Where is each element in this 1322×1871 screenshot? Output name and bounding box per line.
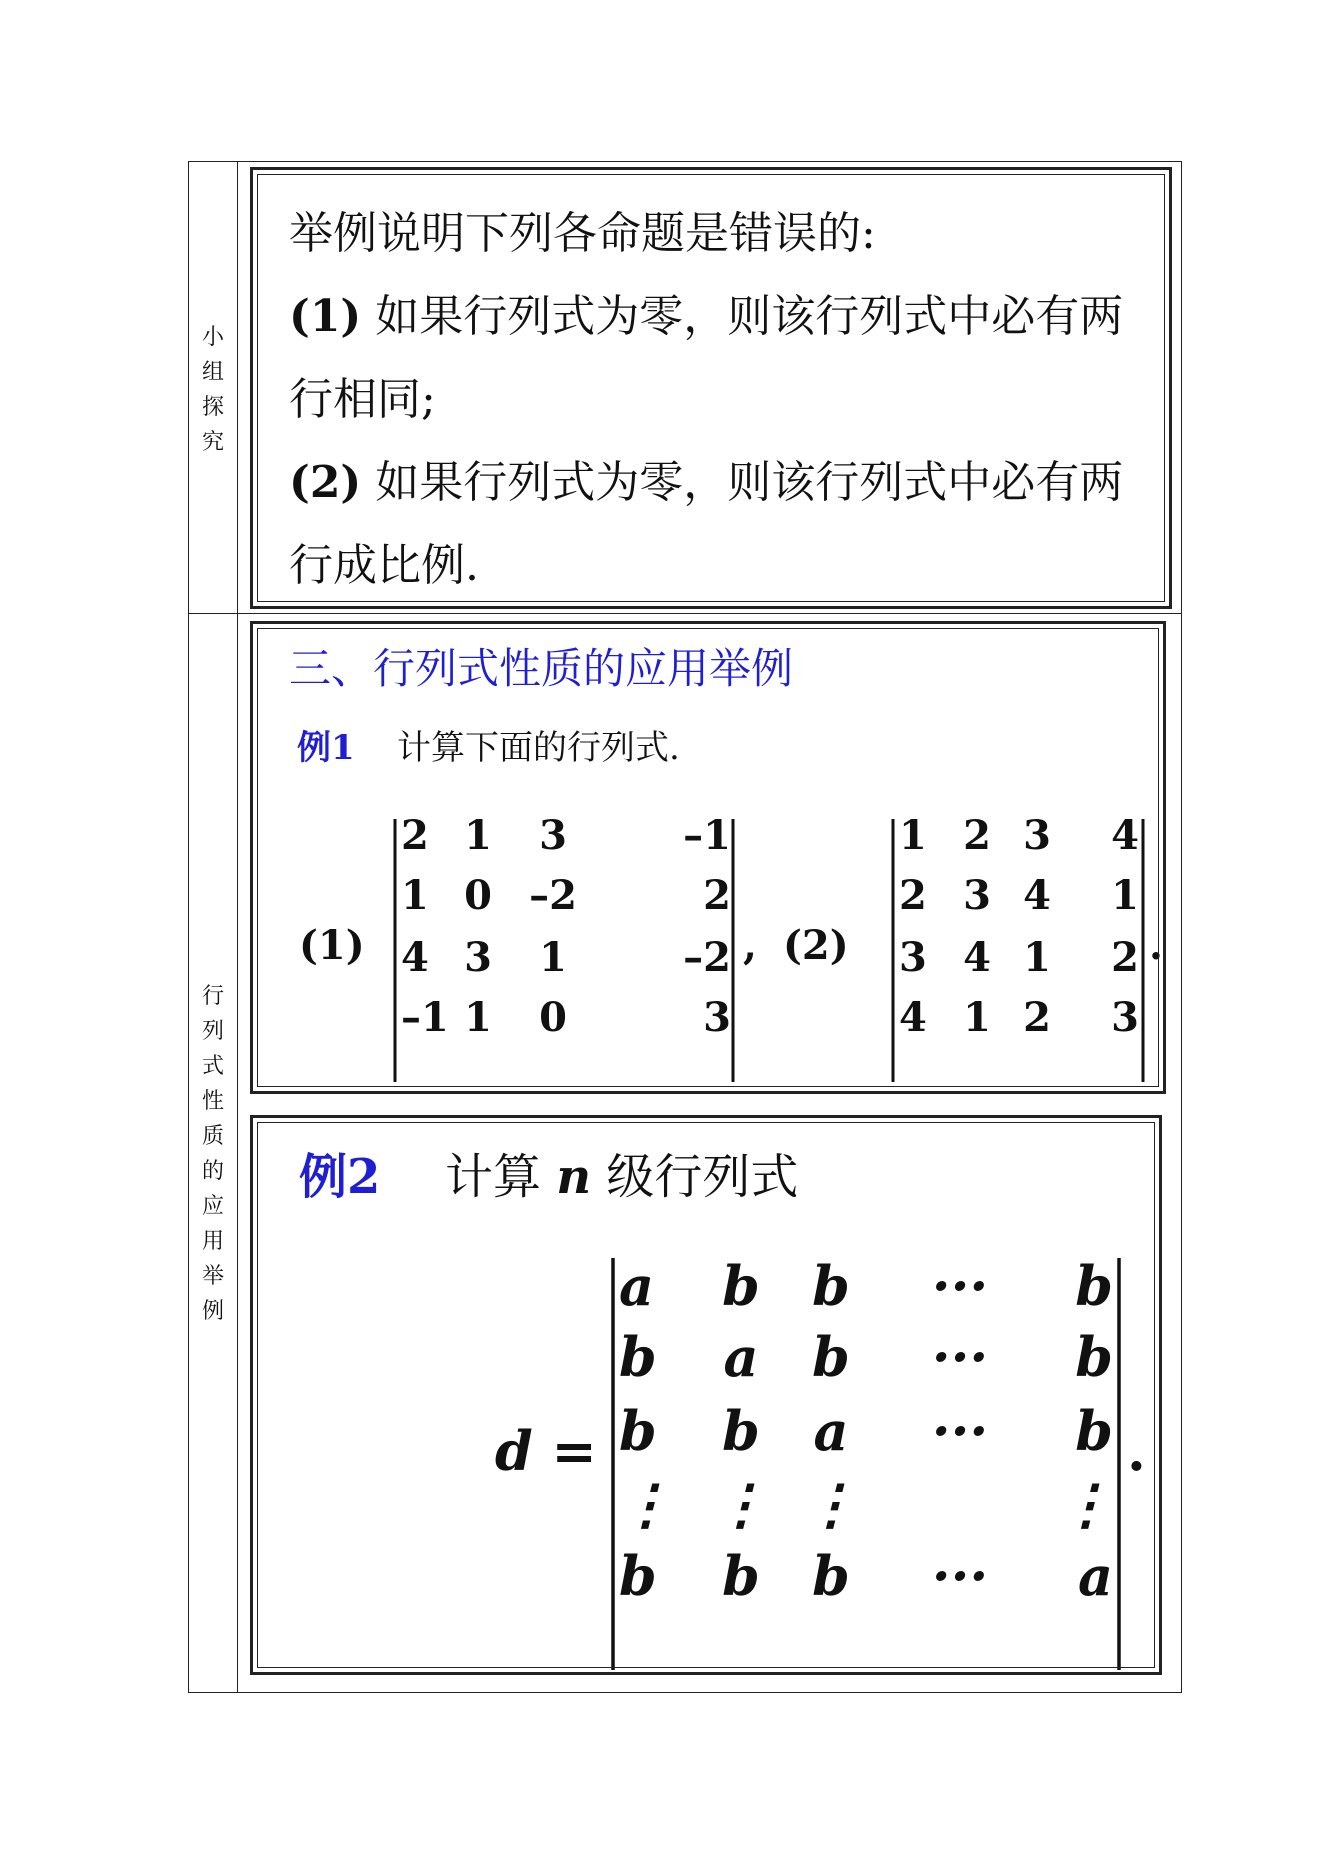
matrix-3-cell: a	[813, 1399, 849, 1463]
matrix-3-cell: b	[722, 1544, 760, 1608]
example2-determinant	[253, 1118, 1165, 1678]
matrix-3-cell: b	[1075, 1254, 1113, 1318]
matrix-3-cell: ···	[931, 1544, 989, 1608]
inquiry-panel	[250, 167, 1172, 609]
side-char: 质	[201, 1124, 224, 1149]
matrix-3-cell: a	[619, 1254, 654, 1318]
matrix-3-cell: b	[619, 1544, 657, 1608]
matrix-1-cell: 1	[464, 994, 492, 1041]
matrix-3-cell: a	[1078, 1544, 1113, 1608]
matrix-1	[401, 812, 731, 1041]
label-1: (1)	[299, 922, 365, 969]
example2-panel	[250, 1115, 1162, 1675]
matrix-2-cell: 3	[899, 934, 927, 981]
matrix-1-cell: –2	[683, 934, 731, 981]
side-char: 列	[201, 1019, 224, 1044]
inquiry-item-1-cont: 行相同;	[289, 374, 436, 425]
side-char: 式	[201, 1054, 224, 1079]
matrix-3-cell: ···	[931, 1399, 989, 1463]
period: .	[1149, 922, 1163, 969]
matrix-2-cell: 2	[899, 872, 927, 919]
matrix-3	[619, 1254, 1113, 1608]
matrix-2-cell: 4	[963, 934, 991, 981]
matrix-3-cell: ⋮	[1059, 1472, 1113, 1536]
matrix-3-cell: b	[722, 1254, 760, 1318]
period: .	[1127, 1419, 1146, 1483]
row-divider	[189, 613, 1181, 614]
matrix-2-cell: 4	[1023, 872, 1051, 919]
matrix-1-cell: –2	[529, 872, 577, 919]
matrix-2-cell: 4	[1111, 812, 1139, 859]
matrix-1-cell: –1	[401, 994, 449, 1041]
example-text-a: 计算	[445, 1149, 557, 1205]
matrix-1-cell: 1	[401, 872, 429, 919]
example-label: 例2	[299, 1149, 381, 1205]
matrix-2-cell: 1	[1111, 872, 1139, 919]
matrix-3-cell: b	[619, 1399, 657, 1463]
matrix-2-cell: 1	[963, 994, 991, 1041]
matrix-3-cell: b	[812, 1254, 850, 1318]
matrix-1-cell: –1	[683, 812, 731, 859]
matrix-1-cell: 3	[703, 994, 731, 1041]
matrix-2-cell: 4	[899, 994, 927, 1041]
matrix-2-cell: 1	[1023, 934, 1051, 981]
matrix-3-cell: b	[812, 1544, 850, 1608]
section-heading: 三、行列式性质的应用举例	[289, 644, 794, 693]
example-variable: n	[556, 1149, 592, 1205]
example1-determinants	[253, 624, 1169, 1097]
matrix-2-cell: 3	[963, 872, 991, 919]
item-number: (2)	[289, 457, 362, 508]
side-char: 用	[201, 1229, 224, 1254]
inquiry-intro: 举例说明下列各命题是错误的:	[289, 208, 876, 259]
item-text: 如果行列式为零，则该行列式中必有两	[361, 291, 1124, 342]
item-number: (1)	[289, 291, 362, 342]
side-char: 例	[201, 1299, 224, 1324]
matrix-2-cell: 2	[1111, 934, 1139, 981]
example-text: 计算下面的行列式.	[397, 728, 680, 768]
matrix-2-cell: 2	[1023, 994, 1051, 1041]
side-char: 性	[201, 1089, 224, 1114]
matrix-1-cell: 2	[703, 872, 731, 919]
matrix-3-cell: b	[619, 1325, 657, 1389]
example-text-b: 级行列式	[591, 1149, 799, 1205]
matrix-3-cell: ⋮	[619, 1472, 673, 1536]
matrix-3-cell: ···	[931, 1254, 989, 1318]
comma: ,	[743, 922, 757, 969]
column-divider	[237, 162, 238, 1692]
matrix-1-cell: 2	[401, 812, 429, 859]
side-label-group-inquiry	[189, 320, 237, 460]
matrix-1-cell: 1	[464, 812, 492, 859]
matrix-1-cell: 3	[539, 812, 567, 859]
matrix-1-cell: 4	[401, 934, 429, 981]
side-char: 行	[201, 984, 224, 1009]
side-char: 究	[201, 430, 224, 455]
matrix-1-cell: 0	[539, 994, 567, 1041]
side-label-applications	[189, 979, 237, 1329]
matrix-2-cell: 3	[1023, 812, 1051, 859]
matrix-3-cell: a	[723, 1325, 759, 1389]
matrix-2-cell: 3	[1111, 994, 1139, 1041]
matrix-1-cell: 1	[539, 934, 567, 981]
side-char: 应	[201, 1194, 224, 1219]
example-label: 例1	[297, 728, 355, 768]
item-text: 如果行列式为零，则该行列式中必有两	[361, 457, 1124, 508]
side-char: 的	[201, 1159, 224, 1184]
inquiry-item-1	[289, 275, 1149, 358]
matrix-2-cell: 1	[899, 812, 927, 859]
inquiry-text	[289, 192, 1149, 607]
matrix-3-cell: b	[722, 1399, 760, 1463]
side-char: 探	[201, 395, 224, 420]
matrix-3-cell: b	[1075, 1325, 1113, 1389]
matrix-3-cell: b	[1075, 1399, 1113, 1463]
side-char: 小	[201, 325, 224, 350]
matrix-1-cell: 3	[464, 934, 492, 981]
example1-panel	[250, 621, 1166, 1094]
matrix-3-cell: b	[812, 1325, 850, 1389]
label-2: (2)	[783, 922, 849, 969]
matrix-3-cell: ⋮	[804, 1472, 858, 1536]
side-char: 组	[201, 360, 224, 385]
inquiry-item-2	[289, 441, 1149, 524]
side-char: 举	[201, 1264, 224, 1289]
lhs: d =	[495, 1419, 597, 1483]
matrix-3-cell: ⋮	[714, 1472, 768, 1536]
matrix-3-cell: ···	[931, 1325, 989, 1389]
matrix-1-cell: 0	[464, 872, 492, 919]
matrix-2	[899, 812, 1139, 1041]
matrix-2-cell: 2	[963, 812, 991, 859]
inquiry-item-2-cont: 行成比例.	[289, 540, 479, 591]
